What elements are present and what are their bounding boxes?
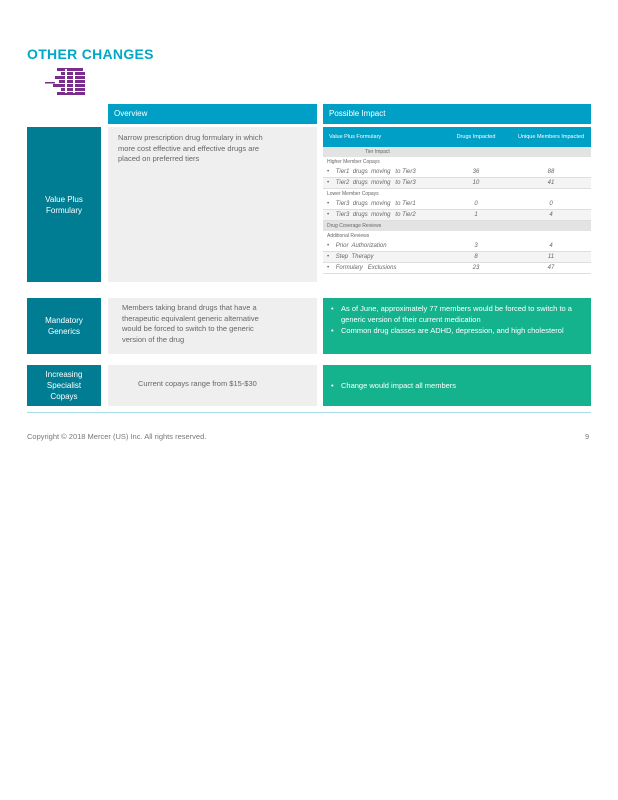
drugs-impacted-value: 0 bbox=[474, 201, 478, 207]
table-row bbox=[323, 241, 591, 252]
table-row bbox=[323, 199, 591, 210]
row-label: • Tier2 drugs moving to Tier3 bbox=[327, 180, 416, 186]
impact-specialist-copays bbox=[323, 365, 591, 406]
footer-copyright: Copyright © 2018 Mercer (US) Inc. All rights reserved. bbox=[27, 432, 207, 441]
impact-bullet: • As of June, approximately 77 members would be forced to switch to a generic version of their current medication bbox=[329, 303, 585, 325]
row-label: • Tier1 drugs moving to Tier3 bbox=[327, 169, 416, 175]
impact-table-col-drugs: Drugs Impacted bbox=[456, 134, 496, 140]
members-impacted-value: 41 bbox=[547, 180, 555, 186]
overview-specialist-copays: Current copays range from $15-$30 bbox=[108, 365, 317, 406]
lower-copays-section: Lower Member Copays bbox=[327, 191, 379, 197]
members-impacted-value: 4 bbox=[549, 212, 553, 218]
members-impacted-value: 4 bbox=[549, 243, 553, 249]
members-impacted-value: 88 bbox=[547, 169, 555, 175]
possible-impact-header: Possible Impact bbox=[323, 104, 591, 124]
table-row bbox=[323, 167, 591, 178]
row-label-specialist-copays: Increasing Specialist Copays bbox=[27, 365, 101, 406]
impact-table-col-members: Unique Members Impacted bbox=[517, 133, 585, 140]
row-label-mandatory-generics: Mandatory Generics bbox=[27, 298, 101, 354]
overview-header: Overview bbox=[108, 104, 317, 124]
row-label: • Tier3 drugs moving to Tier1 bbox=[327, 201, 416, 207]
row-label-value-plus-formulary: Value Plus Formulary bbox=[27, 127, 101, 282]
tier-impact-section bbox=[323, 147, 591, 157]
drugs-impacted-value: 1 bbox=[474, 212, 478, 218]
page-number: 9 bbox=[585, 432, 590, 441]
row-label: • Prior Authorization bbox=[327, 243, 387, 249]
row-label: • Formulary Exclusions bbox=[327, 265, 397, 271]
members-impacted-value: 11 bbox=[547, 254, 555, 260]
page-title: OTHER CHANGES bbox=[27, 46, 154, 62]
additional-reviews-section: Additional Reviews bbox=[327, 233, 370, 239]
impact-table bbox=[323, 127, 591, 282]
impact-bullet: • Common drug classes are ADHD, depression, and high cholesterol bbox=[329, 325, 585, 336]
overview-value-plus-formulary: Narrow prescription drug formulary in which more cost effective and effective drugs are placed on preferred tiers bbox=[108, 127, 317, 282]
logo-image bbox=[43, 66, 99, 100]
impact-bullet: • Change would impact all members bbox=[329, 380, 585, 391]
drugs-impacted-value: 23 bbox=[472, 265, 480, 271]
impact-table-header bbox=[323, 127, 591, 147]
footer-divider bbox=[27, 412, 591, 413]
drug-coverage-section: Drug Coverage Reviews bbox=[323, 221, 591, 231]
table-row bbox=[323, 210, 591, 221]
row-label: • Tier3 drugs moving to Tier2 bbox=[327, 212, 416, 218]
impact-mandatory-generics bbox=[323, 298, 591, 354]
members-impacted-value: 47 bbox=[547, 265, 555, 271]
drugs-impacted-value: 3 bbox=[474, 243, 478, 249]
higher-copays-section: Higher Member Copays bbox=[327, 159, 380, 165]
overview-mandatory-generics: Members taking brand drugs that have a therapeutic equivalent generic alternative would be forced to switch to the generic version of the drug bbox=[108, 298, 317, 354]
table-row bbox=[323, 263, 591, 274]
impact-table-col-formulary: Value Plus Formulary bbox=[329, 134, 382, 140]
members-impacted-value: 0 bbox=[549, 201, 553, 207]
table-row bbox=[323, 252, 591, 263]
tier-impact-label: Tier Impact bbox=[365, 149, 390, 155]
row-label: • Step Therapy bbox=[327, 254, 374, 260]
table-row bbox=[323, 178, 591, 189]
drugs-impacted-value: 8 bbox=[474, 254, 478, 260]
drugs-impacted-value: 36 bbox=[472, 169, 480, 175]
drugs-impacted-value: 10 bbox=[472, 180, 480, 186]
